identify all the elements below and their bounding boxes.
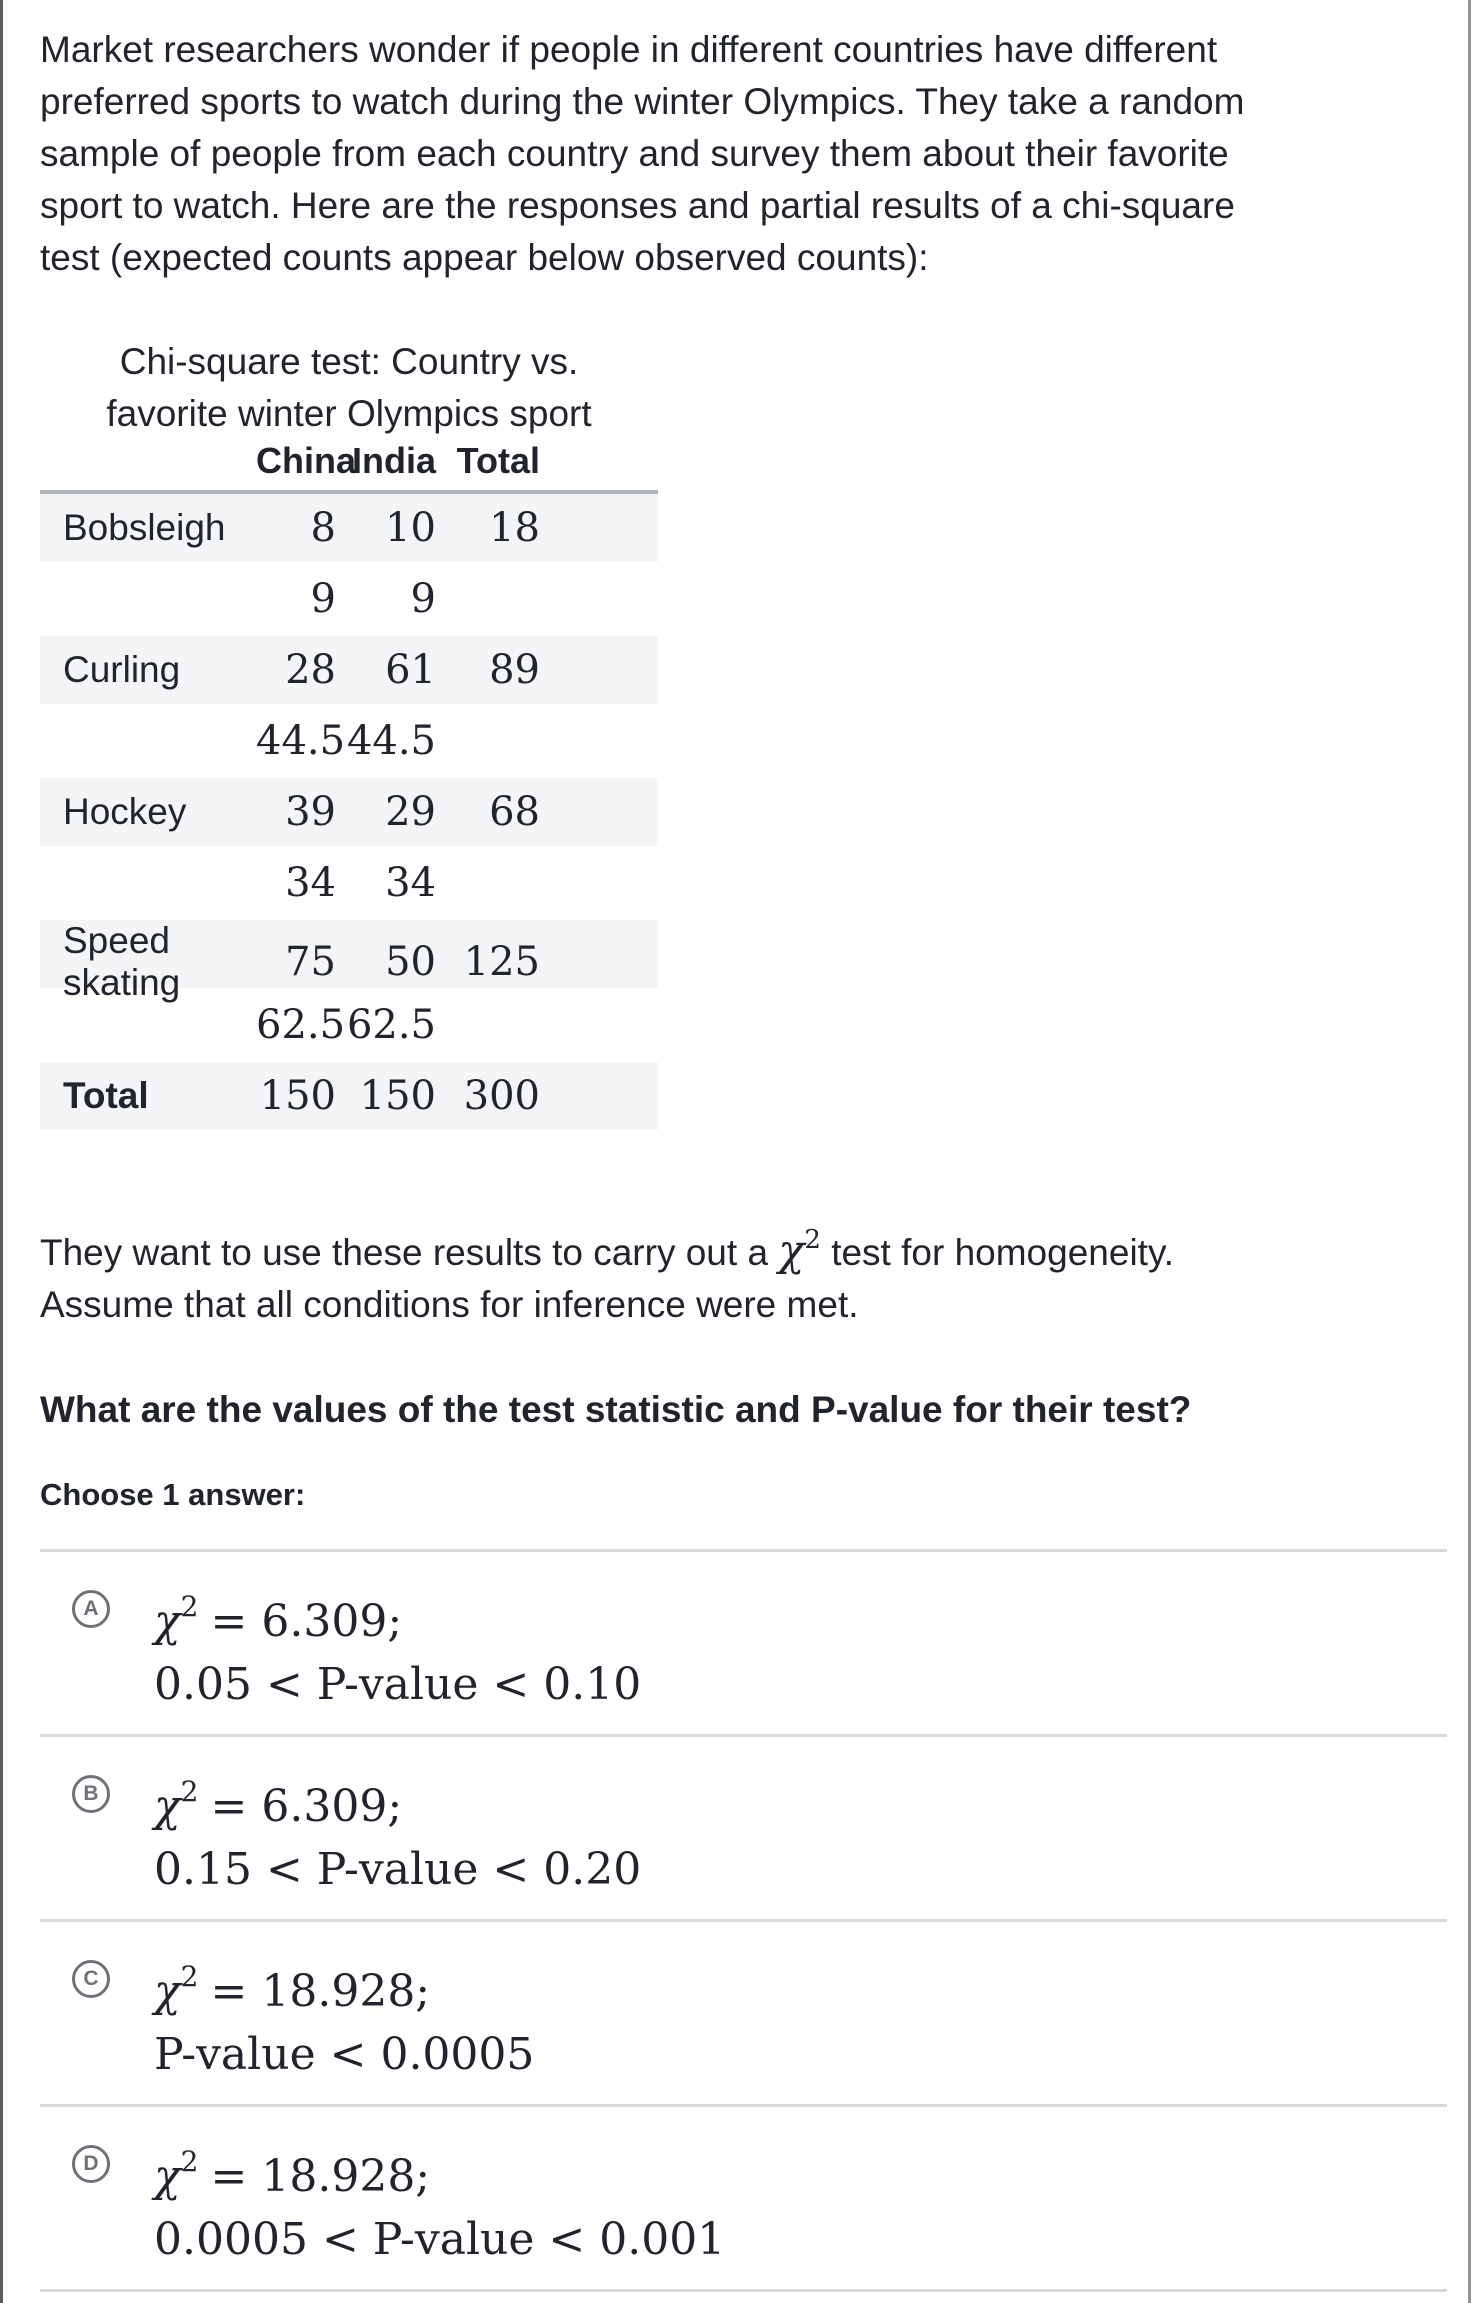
option-a[interactable] <box>40 1549 1447 1734</box>
radio-button-d[interactable]: D <box>72 2145 110 2183</box>
observed-cell: 29 <box>385 789 436 835</box>
option-b-math <box>154 1765 641 1897</box>
intro-line: sport to watch. Here are the responses and partial results of a chi-square <box>40 185 1235 226</box>
observed-cell: 125 <box>463 939 540 985</box>
row-label: Curling <box>63 649 181 690</box>
row-label: Total <box>63 1075 149 1116</box>
test-statistic-line <box>154 1950 534 2017</box>
table-row-bobsleigh-expected <box>40 562 658 636</box>
intro-paragraph <box>40 24 1447 284</box>
observed-cell: 75 <box>285 939 336 985</box>
expected-cell: 62.5 <box>256 1002 346 1048</box>
followup-text-pre: They want to use these results to carry out a <box>40 1232 779 1273</box>
chi-symbol: χ <box>154 2151 181 2202</box>
p-value-line: 0.05 < P-value < 0.10 <box>154 1659 642 1710</box>
option-b[interactable] <box>40 1734 1447 1919</box>
intro-line: test (expected counts appear below observed counts): <box>40 237 929 278</box>
radio-button-c[interactable]: C <box>72 1960 110 1998</box>
table-row-total <box>40 1062 658 1130</box>
radio-button-b[interactable]: B <box>72 1775 110 1813</box>
table-row-bobsleigh-observed <box>40 494 658 562</box>
expected-cell: 44.5 <box>346 718 436 764</box>
observed-cell: 28 <box>285 647 336 693</box>
observed-cell: 18 <box>489 505 540 551</box>
expected-cell: 44.5 <box>256 718 346 764</box>
observed-cell: 89 <box>489 647 540 693</box>
chi-square-table-section <box>40 336 658 1130</box>
observed-cell: 50 <box>385 939 436 985</box>
test-statistic-line <box>154 1765 641 1832</box>
chi-symbol: χ <box>154 1596 181 1647</box>
column-header-total: Total <box>456 440 540 481</box>
row-label: Hockey <box>63 791 187 832</box>
table-row-speed-skating-observed <box>40 920 658 1003</box>
table-row-curling-expected <box>40 704 658 778</box>
expected-cell: 34 <box>385 860 436 906</box>
followup-text-post: test for homogeneity. <box>820 1232 1174 1273</box>
intro-line: preferred sports to watch during the winter Olympics. They take a random <box>40 81 1245 122</box>
expected-cell: 9 <box>310 576 336 622</box>
chi-exponent: 2 <box>180 2145 199 2178</box>
statistic-value: = 6.309; <box>210 1596 403 1647</box>
followup-paragraph <box>40 1214 1447 1331</box>
intro-line: Market researchers wonder if people in different countries have different <box>40 29 1218 70</box>
column-header-india: India <box>351 440 436 481</box>
table-row-hockey-observed <box>40 778 658 846</box>
column-header-china: China <box>256 440 357 481</box>
statistic-value: = 6.309; <box>210 1781 403 1832</box>
chi-symbol: χ <box>154 1966 181 2017</box>
table-title-line: Chi-square test: Country vs. <box>119 341 579 382</box>
answer-options <box>40 1549 1447 2292</box>
chi-symbol: χ <box>778 1226 805 1276</box>
chi-square-table <box>40 440 658 1130</box>
exercise-content <box>3 0 1468 2292</box>
row-label: Speed skating <box>63 920 181 1003</box>
expected-cell: 34 <box>285 860 336 906</box>
option-d-math <box>154 2135 725 2267</box>
intro-line: sample of people from each country and survey them about their favorite <box>40 133 1229 174</box>
table-title-line: favorite winter Olympics sport <box>106 393 592 434</box>
observed-cell: 10 <box>385 505 436 551</box>
table-row-hockey-expected <box>40 846 658 920</box>
table-title <box>40 336 658 440</box>
test-statistic-line <box>154 2135 725 2202</box>
chi-exponent: 2 <box>180 1775 199 1808</box>
option-d[interactable] <box>40 2104 1447 2289</box>
followup-line1 <box>40 1214 1447 1279</box>
question-text: What are the values of the test statistic and P-value for their test? <box>40 1389 1192 1430</box>
option-a-math <box>154 1580 641 1712</box>
observed-cell: 61 <box>385 647 436 693</box>
p-value-line: 0.0005 < P-value < 0.001 <box>154 2214 726 2265</box>
chi-exponent: 2 <box>180 1960 199 1993</box>
chi-exponent: 2 <box>804 1225 821 1255</box>
p-value-line: P-value < 0.0005 <box>154 2029 535 2080</box>
option-c[interactable] <box>40 1919 1447 2104</box>
chi-symbol: χ <box>154 1781 181 1832</box>
option-c-math <box>154 1950 534 2082</box>
expected-cell: 62.5 <box>346 1002 436 1048</box>
total-cell: 150 <box>259 1073 336 1119</box>
statistic-value: = 18.928; <box>210 1966 431 2017</box>
chi-exponent: 2 <box>180 1590 199 1623</box>
row-label: Bobsleigh <box>63 507 226 548</box>
radio-button-a[interactable]: A <box>72 1590 110 1628</box>
table-header-row <box>40 440 658 494</box>
test-statistic-line <box>154 1580 641 1647</box>
p-value-line: 0.15 < P-value < 0.20 <box>154 1844 642 1895</box>
total-cell: 150 <box>359 1073 436 1119</box>
table-row-curling-observed <box>40 636 658 704</box>
followup-line2: Assume that all conditions for inference were met. <box>40 1284 859 1325</box>
total-cell: 300 <box>463 1073 540 1119</box>
observed-cell: 8 <box>310 505 336 551</box>
choose-answer-label: Choose 1 answer: <box>40 1477 306 1512</box>
expected-cell: 9 <box>410 576 436 622</box>
observed-cell: 68 <box>489 789 540 835</box>
statistic-value: = 18.928; <box>210 2151 431 2202</box>
observed-cell: 39 <box>285 789 336 835</box>
